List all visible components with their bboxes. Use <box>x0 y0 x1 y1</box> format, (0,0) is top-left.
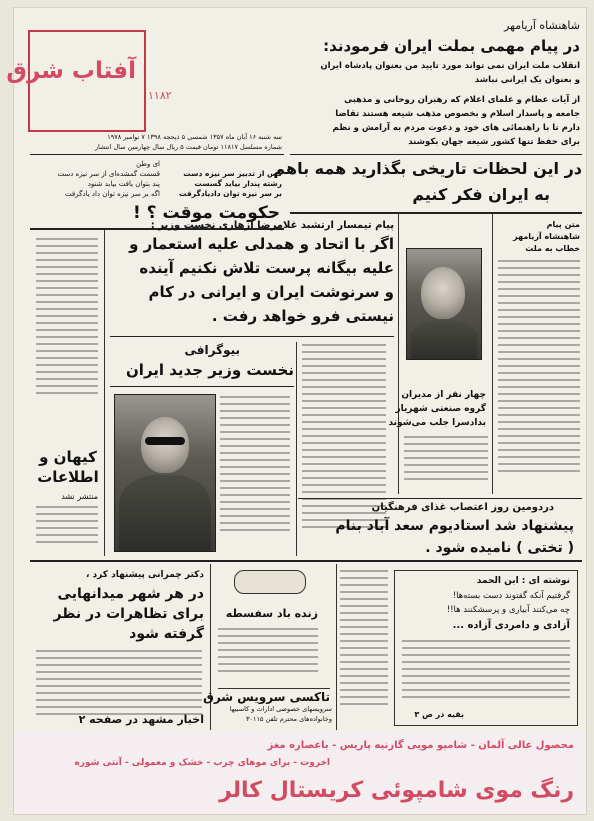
stamp-text: زنده باد سفسطه <box>225 607 318 620</box>
kayhan-title: کیهان و اطلاعات <box>37 448 99 486</box>
poem-left-line-3: پند بتوان یافت بیابد شنود <box>87 180 160 188</box>
poem-left-line-1: ای وطن <box>136 160 160 168</box>
column-box-line-2: چه می‌کنند آبیاری و پرسشکنند ها!! <box>446 605 570 615</box>
poem-right-line-1: کس از تدبیر سر نیزه دست <box>183 169 282 178</box>
stamp-emblem <box>234 570 306 594</box>
managers-line-1: چهار نفر از مدیران <box>401 390 486 400</box>
azhari-line-4: نیستی فرو خواهد رفت . <box>211 307 394 325</box>
azhari-photo-uniform <box>119 475 211 551</box>
center-bottom-text <box>340 570 388 705</box>
taxi-line-2: وخانواده‌های محترم تلفن ۳۰۱۱۵ <box>245 715 332 723</box>
main-top-rule <box>290 212 582 214</box>
cultural-title-2: ( تختی ) نامیده شود . <box>425 540 574 556</box>
shah-headline-2: به ایران فکر کنیم <box>412 185 550 204</box>
column-divider-far-right <box>492 214 493 494</box>
cultural-title: پیشنهاد شد استادیوم سعد آباد بنام <box>335 518 574 534</box>
doctor-line-2: برای تظاهرات در نظر <box>53 606 204 622</box>
cultural-kicker: دردومین روز اعتصاب غذای فرهنگیان <box>371 502 554 513</box>
doctor-kicker: دکتر چمرانی پیشنهاد کرد ، <box>85 570 204 580</box>
left-column-text <box>36 238 98 394</box>
taxi-line-1: سرویسهای خصوصی ادارات و کاسبیها <box>229 705 332 713</box>
newspaper-sheet <box>6 8 586 814</box>
poem-left-line-2: قسمت گمشده‌ای از سر نیزه دست <box>57 170 160 178</box>
shah-line-1: انقلاب ملت ایران نمی تواند مورد تایید من بعنوان پادشاه ایران <box>320 61 580 71</box>
shah-title: در پیام مهمی بملت ایران فرمودند: <box>323 37 580 55</box>
column-box-kicker: نوشته ای : ابن الحمد <box>476 576 570 586</box>
azhari-line-1: اگر با اتحاد و همدلی علیه استعمار و <box>129 235 394 253</box>
azhari-line-2: علیه بیگانه پرست تلاش نکنیم آینده <box>139 259 394 277</box>
left-headline: حکومت موقت ؟ ! <box>133 203 280 223</box>
biography-kicker: بیوگرافی <box>184 343 240 357</box>
managers-line-2: گروه صنعتی شهریار <box>395 404 486 414</box>
masthead-logo: آفتاب شرق <box>6 58 136 84</box>
sidebar-sub-2: خطاب به ملت <box>525 244 580 253</box>
poem-left-line-4: اگه بر سر نیزه توان داد یادگرفت <box>65 190 160 198</box>
shah-photo-face <box>421 267 465 319</box>
bottom-divider-1 <box>210 564 211 730</box>
ad-line-2: محصول عالی آلمان - شامپو مویی گارنیه پاریس - باعصاره مغز <box>267 740 574 751</box>
poem-right-line-3: بر سر نیزه توان دادیادگرفت <box>178 189 282 198</box>
masthead-info-line: شماره مسلسل ۱۱۸۱۷ تومان قیمت ۵ ریال سال چهارمین سال انتشار <box>94 143 282 151</box>
column-divider-right <box>398 214 399 494</box>
taxi-title: تاکسی سرویس شرق <box>203 690 330 704</box>
shah-photo-suit <box>411 321 477 359</box>
shah-line-3: از آیات عظام و علمای اعلام که رهبران روحانی و مذهبی <box>344 95 580 105</box>
column-box-footer: بقیه در ص ۳ <box>414 710 464 719</box>
kayhan-sub: منتشر نشد <box>61 492 98 501</box>
managers-text <box>404 436 488 480</box>
sidebar-sub: شاهنشاه آریامهر <box>513 232 580 241</box>
biography-text <box>220 396 290 531</box>
kayhan-text <box>36 506 98 543</box>
shah-line-5: دارم تا با راهنمائی های خود و دعوت مردم به آرامش و نظم <box>332 123 580 133</box>
shah-kicker: شاهنشاه آریامهر <box>504 19 580 32</box>
column-box-line-3: آزادی و دامردی آزاده ... <box>452 620 570 631</box>
azhari-kicker: پیام تیمسار ارتشبد غلامرضا ازهاری نخست وزیر : <box>150 220 394 231</box>
column-box-text <box>402 640 570 698</box>
doctor-text <box>36 650 202 715</box>
shah-rule <box>290 154 582 155</box>
issue-number: ۱۱۸۲ <box>148 89 172 102</box>
cultural-top-rule <box>298 498 582 499</box>
doctor-line-1: در هر شهر میدانهایی <box>57 586 204 602</box>
shah-line-4: جامعه و پاسدار اسلام و بخصوص مذهب شیعه هستند تقاضا <box>335 109 580 119</box>
azhari-photo-face <box>141 417 189 473</box>
masthead-date-line: سه شنبه ۱۶ آبان ماه ۱۳۵۷ شمسی ۵ ذیحجه ۱۳۹۸ ۷ نوامبر ۱۹۷۸ <box>107 133 282 141</box>
stamp-body-text <box>218 628 318 672</box>
ad-line-1: رنگ موی شامپوئی کریستال کالر <box>219 778 574 803</box>
column-divider-left <box>104 230 105 556</box>
sidebar-title: متن پیام <box>546 220 580 229</box>
middle-column-text <box>302 344 386 528</box>
shah-line-2: و بعنوان یک ایرانی نباشد <box>474 75 580 85</box>
biography-title: نخست وزیر جدید ایران <box>126 361 294 379</box>
azhari-rule <box>110 336 394 337</box>
column-box-line-1: گرفتیم آنکه گفتوند دست بسته‌ها! <box>452 591 570 601</box>
poem-right-line-2: رشته پندار بیاید گسست <box>194 179 282 188</box>
mashhad-news: اخبار مشهد در صفحه ۲ <box>78 713 204 726</box>
mid-page-rule <box>30 560 582 562</box>
ad-line-3: اخروت - برای موهای چرب - خشک و معمولی - آنتی شوره <box>74 758 330 768</box>
shah-photo <box>406 248 482 360</box>
doctor-line-3: گرفته شود <box>129 626 204 642</box>
shah-line-6: برای حفظ تنها کشور شیعه جهان بکوشند <box>408 137 580 147</box>
masthead-rule <box>30 154 284 155</box>
managers-line-3: بدادسرا جلب می‌شوند <box>388 418 486 428</box>
bottom-divider-2 <box>336 564 337 730</box>
column-divider-mid <box>296 342 297 556</box>
shah-headline: در این لحظات تاریخی بگذارید همه باهم <box>273 159 582 178</box>
azhari-photo <box>114 394 216 552</box>
azhari-line-3: و سرنوشت ایران و ایرانی در کام <box>148 283 394 301</box>
azhari-photo-glasses <box>145 437 185 445</box>
sidebar-text <box>498 260 580 472</box>
biography-rule <box>110 386 294 387</box>
